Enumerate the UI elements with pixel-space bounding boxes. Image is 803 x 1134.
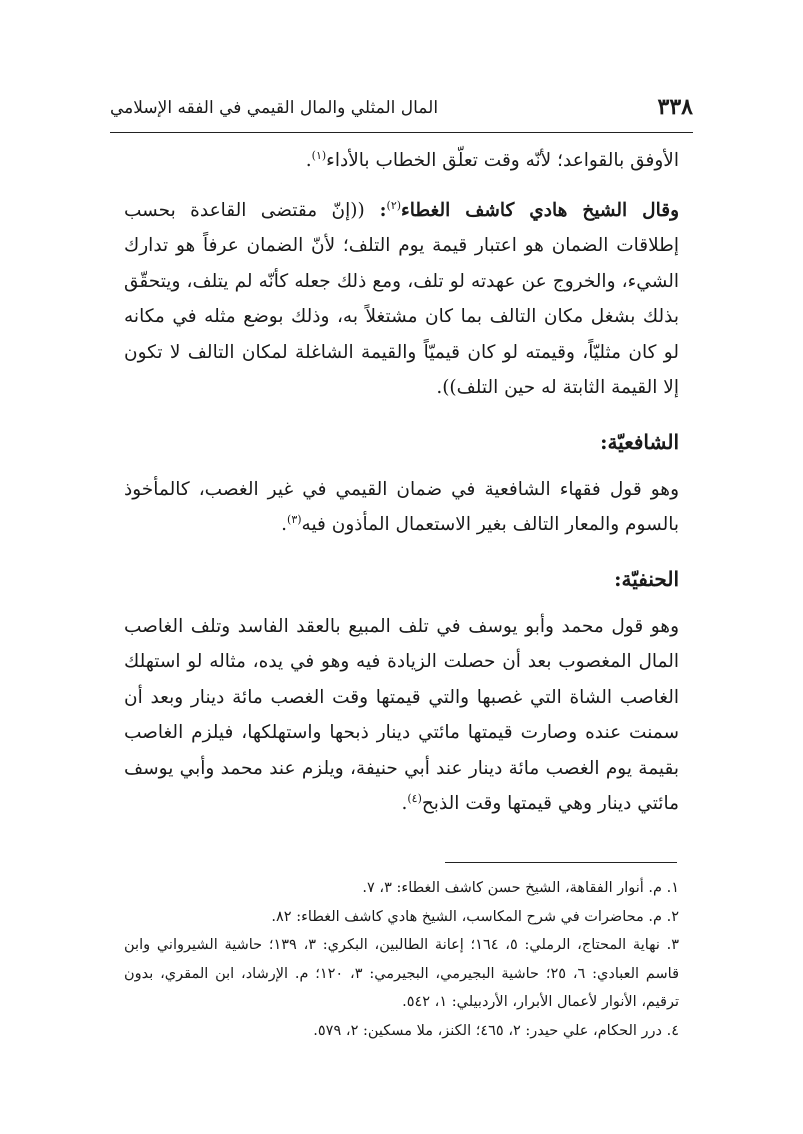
paragraph-4-text: وهو قول محمد وأبو يوسف في تلف المبيع بالعقد الفاسد وتلف الغاصب المال المغصوب بعد أن حصلت الزيادة فيه وهو في يده، مثاله لو استهلك الغاصب الشاة التي غصبها والتي قيمتها وقت الغصب مائة دينار وبعد أن سمنت عنده وصارت قيمتها مائتي دينار ذبحها واستهلكها، فيلزم الغاصب بقيمة يوم الغصب مائة دينار عند أبي حنيفة، ويلزم عند محمد وأبي يوسف مائتي دينار وهي قيمتها وقت الذبح	[124, 615, 679, 814]
footnote-1: ١. م. أنوار الفقاهة، الشيخ حسن كاشف الغطاء: ٣، ٧.	[362, 880, 679, 896]
paragraph-1-end: .	[305, 150, 312, 171]
running-title: المال المثلي والمال القيمي في الفقه الإسلامي	[110, 98, 439, 118]
paragraph-4-end: .	[401, 793, 408, 814]
footnote-rule	[445, 862, 677, 863]
footnotes	[124, 874, 679, 1045]
main-text	[124, 143, 679, 822]
paragraph-3-end: .	[281, 514, 288, 535]
paragraph-3	[124, 472, 679, 543]
heading-hanafi: الحنفيّة:	[614, 566, 679, 591]
footnote-4: ٤. درر الحكام، علي حيدر: ٢، ٤٦٥؛ الكنز، ملا مسكين: ٢، ٥٧٩.	[313, 1022, 679, 1039]
footnote-ref-2[interactable]: (٢)	[386, 198, 402, 212]
footnote-3: ٣. نهاية المحتاج، الرملي: ٥، ١٦٤؛ إعانة الطالبين، البكري: ٣، ١٣٩؛ حاشية الشيرواني وابن قاسم العبادي: ٦، ٢٥؛ حاشية البجيرمي، البجيرمي: ٣، ١٢٠؛ م. الإرشاد، ابن المقري، بدون ترقيم، الأنوار لأعمال الأبرار، الأردبيلي: ١، ٥٤٢.	[124, 937, 680, 1010]
speaker-colon: :	[364, 199, 387, 221]
footnote-2: ٢. م. محاضرات في شرح المكاسب، الشيخ هادي كاشف الغطاء: ٨٢.	[271, 908, 679, 925]
speaker-name: وقال الشيخ هادي كاشف الغطاء	[401, 199, 680, 221]
footnote-ref-1[interactable]: (١)	[311, 148, 327, 162]
paragraph-1-text: الأوفق بالقواعد؛ لأنّه وقت تعلّق الخطاب بالأداء	[326, 150, 679, 171]
page-header	[110, 92, 693, 130]
paragraph-4	[124, 609, 679, 822]
paragraph-2	[124, 193, 679, 406]
heading-shafii: الشافعيّة:	[600, 429, 679, 454]
footnote-ref-4[interactable]: (٤)	[407, 791, 422, 805]
page-number: ٣٣٨	[657, 94, 693, 120]
header-rule	[110, 132, 693, 133]
paragraph-3-text: وهو قول فقهاء الشافعية في ضمان القيمي في غير الغصب، كالمأخوذ بالسوم والمعار التالف بغير الاستعمال المأذون فيه	[124, 478, 679, 535]
footnote-ref-3[interactable]: (٣)	[287, 512, 302, 526]
paragraph-1	[124, 143, 679, 179]
quote-text: ((إنّ مقتضى القاعدة بحسب إطلاقات الضمان هو اعتبار قيمة يوم التلف؛ لأنّ الضمان عرفاً هو تدارك الشيء، والخروج عن عهدته لو تلف، ومع ذلك جعله كأنّه لم يتلف، ويتحقّق بذلك بشغل مكان التالف بما كان مشتغلاً به، وذلك بوضع مثله في مكانه لو كان مثليّاً، وقيمته لو كان قيميّاً والقيمة الشاغلة لمكان التالف لا تكون إلا القيمة الثابتة له حين التلف)).	[124, 199, 679, 398]
